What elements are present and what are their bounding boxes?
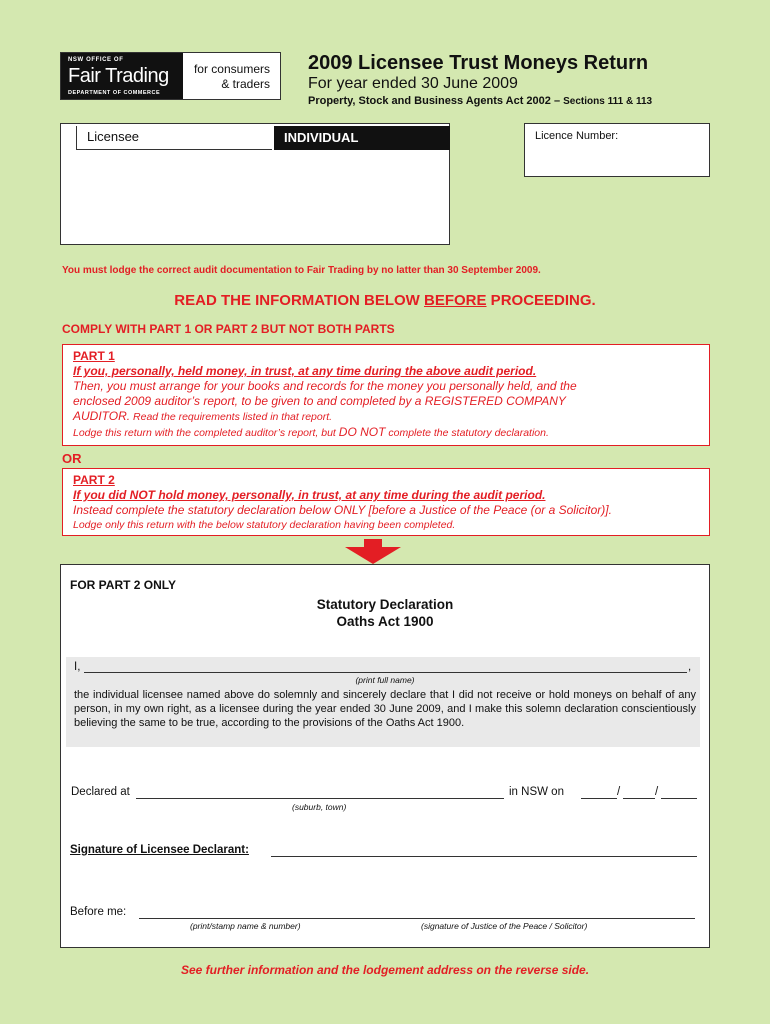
fair-trading-logo bbox=[60, 52, 281, 100]
page-title: 2009 Licensee Trust Moneys Return bbox=[308, 52, 649, 74]
for-part2-label: FOR PART 2 ONLY bbox=[70, 578, 177, 592]
down-arrow-icon bbox=[345, 539, 401, 565]
part2-line1: Instead complete the statutory declaration below ONLY [before a Justice of the Peace (or a Solicitor)]. bbox=[73, 503, 612, 517]
declared-at-label: Declared at bbox=[71, 786, 130, 798]
read-info-emph: BEFORE bbox=[424, 292, 487, 309]
logo-tagline-1: for consumers bbox=[193, 62, 270, 76]
part2-line2: Lodge only this return with the below statutory declaration having been completed. bbox=[73, 519, 456, 531]
signature-field[interactable] bbox=[271, 844, 697, 857]
read-info-before: READ THE INFORMATION BELOW bbox=[174, 292, 424, 309]
read-info-after: PROCEEDING. bbox=[486, 292, 596, 309]
part1-title: PART 1 bbox=[73, 349, 115, 363]
logo-name: Fair Trading bbox=[68, 65, 169, 87]
declared-at-field[interactable] bbox=[136, 786, 504, 799]
part1-line4b: DO NOT bbox=[338, 425, 386, 439]
stamp-hint: (print/stamp name & number) bbox=[190, 921, 301, 931]
part1-line4a: Lodge this return with the completed auditor’s report, but bbox=[73, 427, 339, 439]
full-name-field[interactable] bbox=[84, 660, 687, 673]
date-day-field[interactable] bbox=[581, 786, 617, 799]
signature-label: Signature of Licensee Declarant: bbox=[70, 844, 249, 856]
page-subtitle: For year ended 30 June 2009 bbox=[308, 75, 518, 92]
lodge-notice: You must lodge the correct audit documentation to Fair Trading by no latter than 30 September 2009. bbox=[62, 265, 541, 276]
date-slash-1: / bbox=[617, 786, 621, 798]
declaration-title bbox=[60, 596, 710, 630]
logo-dept: DEPARTMENT OF COMMERCE bbox=[68, 90, 161, 96]
in-nsw-on-label: in NSW on bbox=[509, 786, 564, 798]
i-label: I, bbox=[74, 661, 81, 673]
jp-hint: (signature of Justice of the Peace / Solicitor) bbox=[421, 921, 588, 931]
part2-condition: If you did NOT hold money, personally, in trust, at any time during the audit period. bbox=[73, 488, 546, 502]
suburb-hint: (suburb, town) bbox=[292, 802, 347, 812]
logo-black-panel bbox=[61, 53, 183, 99]
name-comma: , bbox=[688, 661, 692, 673]
part1-line3b: Read the requirements listed in that report. bbox=[130, 411, 333, 423]
part1-line3 bbox=[73, 409, 709, 425]
part1-condition: If you, personally, held money, in trust, at any time during the above audit period. bbox=[73, 364, 537, 378]
logo-tagline-2: & traders bbox=[221, 77, 270, 91]
date-year-field[interactable] bbox=[661, 786, 697, 799]
licence-number-label: Licence Number: bbox=[535, 130, 619, 142]
date-slash-2: / bbox=[655, 786, 659, 798]
licence-number-field[interactable] bbox=[524, 123, 710, 177]
part1-line4 bbox=[73, 425, 709, 441]
act-sections: Sections 111 & 113 bbox=[563, 96, 653, 107]
declaration-title-2: Oaths Act 1900 bbox=[336, 614, 434, 629]
print-full-name-hint: (print full name) bbox=[355, 675, 415, 685]
part2-title: PART 2 bbox=[73, 473, 115, 487]
part1-line3a: AUDITOR. bbox=[73, 409, 131, 423]
licensee-label: Licensee bbox=[76, 126, 272, 150]
part1-line1: Then, you must arrange for your books and records for the money you personally held, and the bbox=[73, 379, 577, 393]
before-me-field[interactable] bbox=[139, 906, 695, 919]
declaration-text: the individual licensee named above do solemnly and sincerely declare that I did not receive or hold moneys on behalf of any person, in my own right, as a licensee during the year ended 30 June 2009, and I make this solemn declaration conscientiously believing the same to be true, according to the provisions of the Oaths Act 1900. bbox=[74, 689, 696, 729]
part1-box bbox=[62, 344, 710, 446]
act-reference bbox=[308, 95, 652, 107]
logo-office: NSW OFFICE OF bbox=[68, 57, 124, 63]
read-info-heading bbox=[0, 292, 770, 309]
act-name: Property, Stock and Business Agents Act 2002 – bbox=[308, 95, 561, 107]
part2-box bbox=[62, 468, 710, 536]
date-month-field[interactable] bbox=[623, 786, 655, 799]
part1-line2: enclosed 2009 auditor’s report, to be given to and completed by a REGISTERED COMPANY bbox=[73, 394, 566, 408]
licensee-type: INDIVIDUAL bbox=[274, 126, 450, 150]
part1-line4c: complete the statutory declaration. bbox=[385, 427, 549, 439]
footer-note: See further information and the lodgement address on the reverse side. bbox=[180, 963, 590, 977]
before-me-label: Before me: bbox=[70, 906, 127, 918]
declaration-title-1: Statutory Declaration bbox=[316, 597, 454, 612]
or-label: OR bbox=[62, 451, 82, 466]
comply-heading: COMPLY WITH PART 1 OR PART 2 BUT NOT BOTH PARTS bbox=[62, 322, 395, 336]
